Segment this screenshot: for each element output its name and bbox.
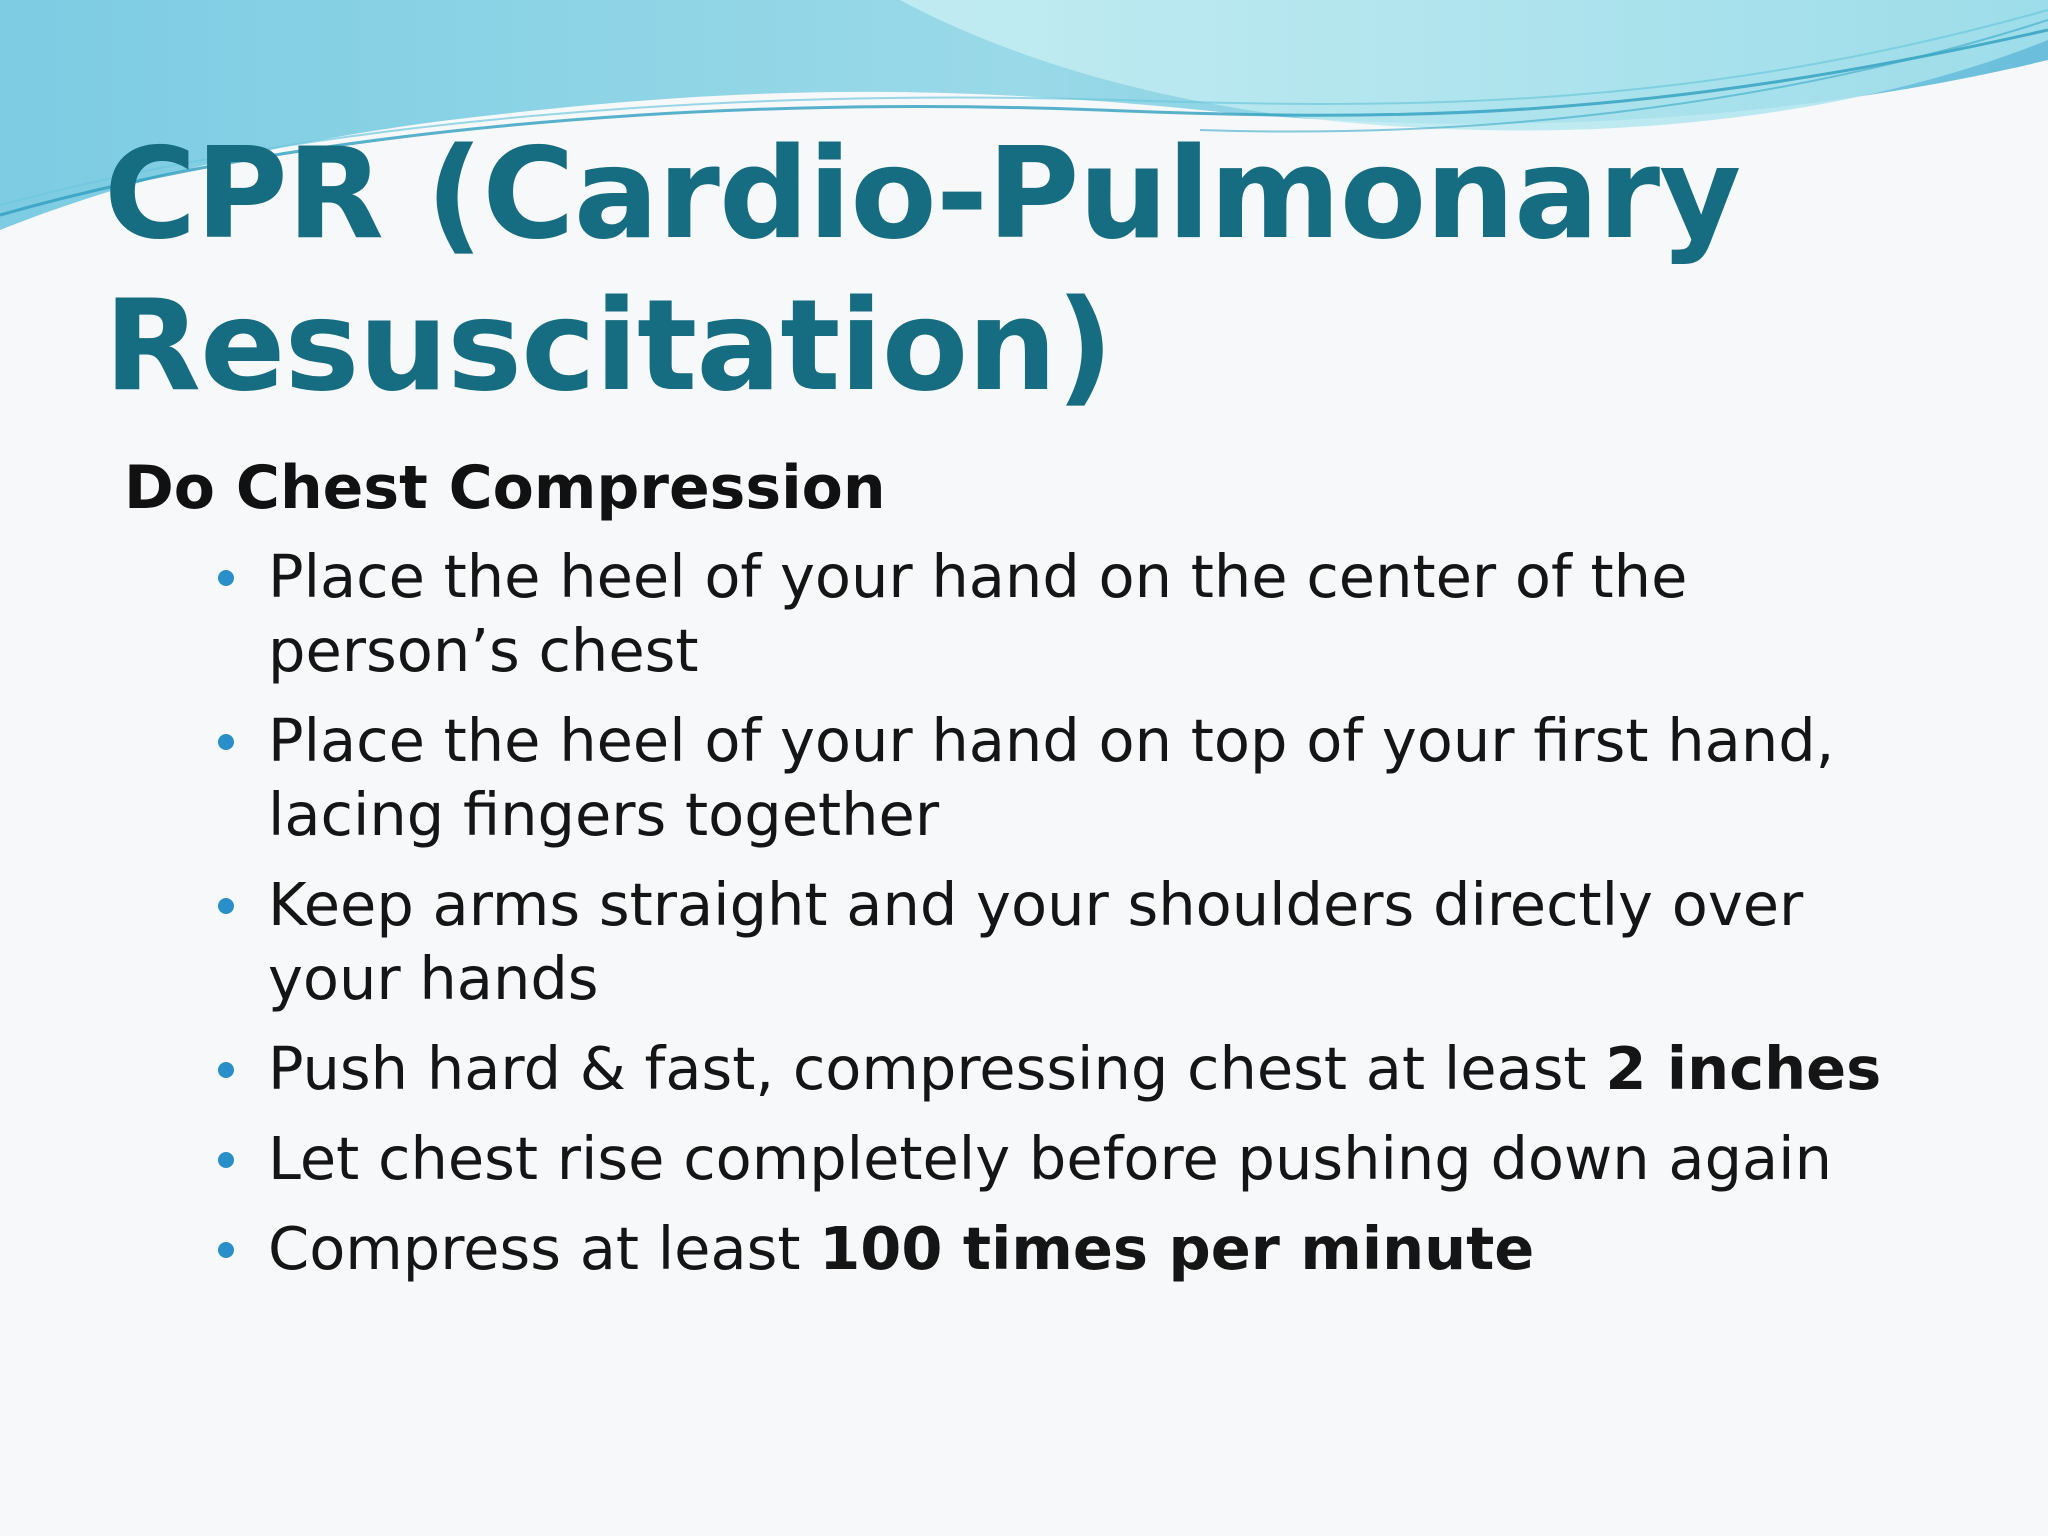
bullet-dot-icon xyxy=(218,734,234,750)
bullet-item xyxy=(212,540,1912,688)
bullet-dot-icon xyxy=(218,1062,234,1078)
bullet-text: Let chest rise completely before pushing down again xyxy=(268,1124,1832,1193)
bullet-dot-icon xyxy=(218,1242,234,1258)
bullet-text-line: person’s chest xyxy=(268,616,699,685)
bullet-dot-icon xyxy=(218,570,234,586)
bullet-item xyxy=(212,868,1912,1016)
bullet-item xyxy=(212,1032,1912,1106)
slide-title-line-2: Resuscitation) xyxy=(104,272,1113,419)
bullet-dot-icon xyxy=(218,1152,234,1168)
bullet-text-line: Place the heel of your hand on the center of the xyxy=(268,542,1688,611)
bullet-item xyxy=(212,704,1912,852)
slide-title-line-1: CPR (Cardio-Pulmonary xyxy=(104,120,1741,267)
section-heading: Do Chest Compression xyxy=(124,453,886,523)
bullet-text-line: Keep arms straight and your shoulders directly over xyxy=(268,870,1804,939)
bullet-text: Compress at least xyxy=(268,1214,820,1283)
bullet-text-line: lacing fingers together xyxy=(268,780,940,849)
bullet-emphasis: 2 inches xyxy=(1605,1034,1882,1103)
bullet-text-line: Place the heel of your hand on top of your first hand, xyxy=(268,706,1835,775)
bullet-dot-icon xyxy=(218,898,234,914)
bullet-text: Push hard & fast, compressing chest at least xyxy=(268,1034,1606,1103)
slide-title xyxy=(104,118,1904,422)
bullet-emphasis: 100 times per minute xyxy=(819,1214,1535,1283)
bullet-list xyxy=(212,540,1912,1302)
bullet-item xyxy=(212,1122,1912,1196)
bullet-item xyxy=(212,1212,1912,1286)
bullet-text-line: your hands xyxy=(268,944,599,1013)
